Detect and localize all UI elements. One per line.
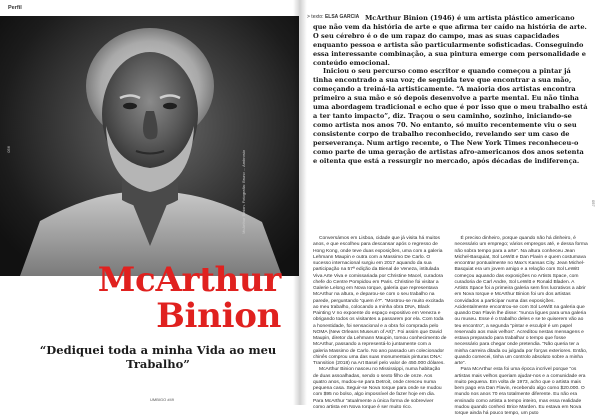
body-paragraph: Para McArthur esta foi uma época incrível porque “os artistas mais velhos queriam ajudar-nos e a comunidade era muito pequena. Em volta de 1973, acho que o artista mais bem pago era Dan Flavin, recebendo algo como $20.000. O mundo nos anos 70 era totalmente diferente. Eu não era ensinado como artista a tempo inteiro, mas essa realidade mudou quando conheci Brice Marden. Eu estava em Nova Iorque ainda há pouco tempo, um puto [454,367,586,416]
byline-author: ELSA GARCIA [324,14,360,20]
page-number-left: 056 [6,146,11,153]
byline-prefix: > texto: [307,14,325,20]
lead-paragraph-2: Iniciou o seu percurso como escritor e quando começou a pintar já tinha encontrado a sua voz; de seguida teve que encontrar a sua mão, começando a treiná-la artisticamente. “A maioria dos artistas encontra primeiro a sua mão e só depois desenvolve a parte mental. Eu não tinha uma abordagem tradicional e echo que é por isso que o meu trabalho está a ter tanto impacto”, diz. Traçou o seu caminho, sozinho, iniciando-se como artista nos anos 70. No entanto, só muito recentemente viu o seu consistente corpo de trabalho reconhecido, revelando ser um caso de perseverança. Num artigo recente, o The New York Times reconheceu-o como parte de uma geração de artistas afro-americanos dos anos setenta e oitenta que está a ressurgir no mercado, após décadas de indiferença. [313,67,588,165]
magazine-footer: UMBIGO #49 [150,397,175,402]
photo-credit: McArthur Binion. Fotografia: Bruno ... Ambrosio [241,150,246,234]
pull-quote: “Dediquei toda a minha Vida ao meu Trabalho” [39,343,277,371]
lead-paragraph-1: McArthur Binion (1946) é um artista plástico americano que não vem da história de arte e que afirma ter caído na história de arte. O seu cérebro é o de um rapaz do campo, mas as suas capacidades enquanto pessoa e artista são particularmente sofisticadas. Conseguindo essa interessante combinação, a sua pintura emerge com personalidade e conteúdo emocional. [313,14,587,67]
headline-line-1: McArthur [97,260,281,300]
headline-line-2: Binion [156,296,281,336]
headline [98,262,281,334]
right-page [301,0,600,416]
body-text [313,236,588,417]
lead-paragraphs [313,14,588,165]
portrait-photo [0,16,299,276]
page-number-right: 057 [591,200,596,207]
left-page [0,0,299,405]
portrait-illustration [0,16,299,276]
section-label: Perfil [8,5,22,11]
body-paragraph: É preciso dinheiro, porque quando não há dinheiro, é necessário um emprego; vários empregos até, e dessa forma não sobra tempo para a arte”. Na altura conheceu Jean Michel-Basquiat, Sol LeWitt e Dan Flavin e quem costumava encontrar pontualmente no Max’s Kansas City. Jean Michel-Basquiat era um jovem amigo e a relação com Sol LeWitt começou aquando das exposições no Artists Space, com curadoria de Carl Andre, Sol LeWitt e Ronald Bladen. A Artists Space foi a primeira galeria sem fins lucrativos a abrir em Nova Iorque e McArthur Binion foi um dos artistas convidados a participar numa das exposições. Acidentalmente encontrou-se com Sol LeWitt na galeria que quando Dan Flavin lhe disse: “nunca ligues para uma galeria ou museu. Esse é o trabalho deles e se te quiserem vão ao teu encontro”, a segunda “pintar e esculpir é um papel reservado aos mais velhos”. Acreditou nestas mensagens e estava preparado para trabalhar o tempo que fosse necessário para chegar onde pretendia. “Não queria ter a minha carreira ditada ou julgada por forças exteriores. Então, quando comecei, tinha um controlo absoluto sobre a minha arte”. [454,236,588,366]
body-paragraph: McArthur Binion nasceu no Mississippi, numa habitação de duas assoalhadas, sendo o sexto filho de onze. Aos quatro anos, mudou-se para Detroit, onde cresceu numa pequena casa. Seguir-se Nova Iorque para onde se mudou com $95 no bolso, algo impossível de fazer hoje em dia. Para McArthur “atualmente a única forma de sobreviver como artista em Nova Iorque é ser muito rico. [313,367,442,410]
body-paragraph: Conversámos em Lisboa, cidade que já visita há muitos anos, e que escolheu para descansar após o regresso de Hong Kong, onde teve duas exposições, uma com a galeria Lehmann Maupin e outra com a Massimo De Carlo. O sucesso internacional surgiu em 2017 aquando da sua participação na 57ª edição da Bienal de Veneza, intitulada Viva Arte Viva e comissariada por Christine Macel, curadora chefe do Centre Pompidou em Paris. Christine foi visitar a Galerie Lelong em Nova Iorque, galeria que representava McArthur na altura, e deparou-se com o seu trabalho na parede, perguntando “quem é?”. “Mostrou-se muito excitada ao meu trabalho, colocando a minha obra DNA, Black Painting V no expoente do espaço expositivo em Veneza e obrigando todos os visitantes a passarem por ela. Com toda a honestidade, foi sensacional e a obra foi comprada pelo NOMA (New Orleans Museum of Art)”. Foi assim que David Maupin, diretor da Lehmann Maupin, tomou conhecimento de McArthur, passando a representá-lo juntamente com a galeria Massimo de Carlo. No ano passado um colecionador chinês comprou uma das suas monumentais pinturas DNA: Transition (2018) na Art Basel pelo valor de 450.000 dólares. [313,236,447,366]
